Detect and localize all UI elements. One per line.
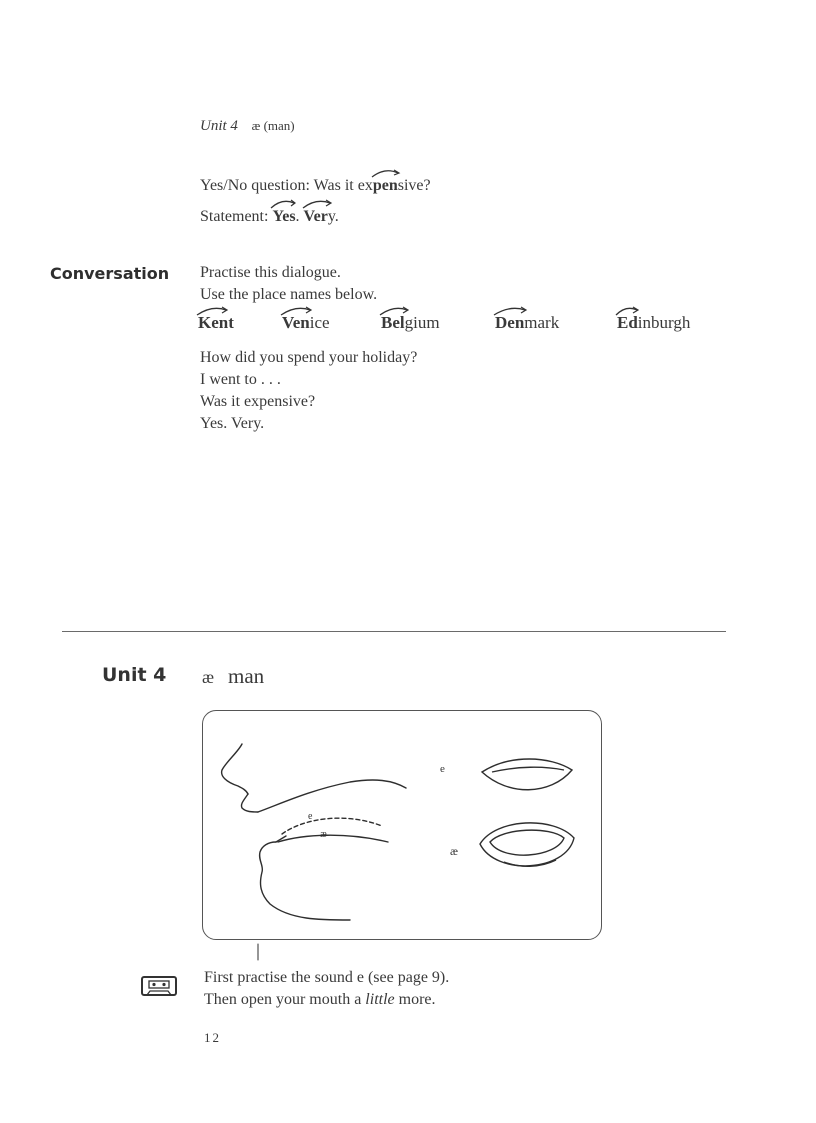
conversation-label: Conversation: [50, 264, 170, 283]
lips-ae-icon: [480, 823, 574, 866]
running-head-sound: æ (man): [251, 118, 295, 133]
intonation-arrow-icon: [615, 306, 641, 316]
articulation-diagram: [200, 708, 602, 968]
unit-heading-symbol: æ: [202, 667, 215, 687]
statement-yes: Yes: [272, 206, 295, 228]
tongue-ae-label: æ: [320, 829, 327, 840]
lower-lip-outline: [260, 842, 350, 920]
place-name: Belgium: [381, 313, 440, 333]
vowel-e-label: e: [440, 763, 445, 775]
question-text-before: Was it ex: [313, 177, 373, 194]
emphasis-little: little: [365, 991, 395, 1008]
place-name: Denmark: [495, 313, 559, 333]
palate-outline: [258, 780, 406, 812]
intonation-arrow-icon: [371, 168, 401, 178]
lips-e-icon: [482, 759, 572, 790]
dialogue-line: I went to . . .: [200, 371, 281, 388]
instruction-line-1: First practise the sound e (see page 9).: [204, 969, 450, 986]
dialogue: [200, 347, 417, 435]
conversation-instruction-1: Practise this dialogue.: [200, 264, 341, 281]
question-label: Yes/No question:: [200, 177, 310, 194]
statement-very: Ver: [304, 206, 328, 228]
practice-instructions: [204, 967, 449, 1011]
intonation-arrow-icon: [280, 306, 314, 316]
yes-no-question-line: [200, 175, 431, 197]
unit-heading-word: man: [228, 664, 265, 688]
page-divider: [62, 631, 726, 632]
running-head-unit: Unit 4: [200, 118, 238, 134]
dialogue-line: Yes. Very.: [200, 415, 265, 432]
place-name: Edinburgh: [617, 313, 690, 333]
dialogue-line: Was it expensive?: [200, 393, 316, 410]
question-text-after: sive?: [397, 177, 431, 194]
cassette-icon: [141, 976, 177, 996]
place-name: Kent: [198, 313, 234, 333]
unit-heading-title: [202, 664, 264, 689]
intonation-arrow-icon: [270, 199, 298, 209]
tongue-e-label: e: [308, 811, 313, 822]
page-number: 12: [204, 1030, 221, 1045]
intonation-arrow-icon: [379, 306, 411, 316]
intonation-arrow-icon: [302, 199, 334, 209]
upper-lip-outline: [241, 794, 258, 812]
statement-line: Statement: Yes. Very.: [200, 206, 339, 228]
conversation-instruction-2: Use the place names below.: [200, 286, 378, 303]
intonation-arrow-icon: [196, 306, 230, 316]
statement-label: Statement:: [200, 208, 269, 225]
intonation-arrow-icon: [493, 306, 529, 316]
unit-heading-label: Unit 4: [102, 664, 167, 686]
instruction-line-2: Then open your mouth a little more.: [204, 991, 436, 1008]
question-stress-syllable: pen: [373, 175, 398, 197]
dialogue-line: How did you spend your holiday?: [200, 349, 418, 366]
tongue-ae-outline: [278, 835, 388, 842]
place-name: Venice: [282, 313, 330, 333]
tongue-e-outline: [282, 818, 382, 834]
running-head: [200, 118, 295, 135]
vowel-ae-label: æ: [450, 844, 459, 858]
nose-outline: [222, 744, 248, 794]
